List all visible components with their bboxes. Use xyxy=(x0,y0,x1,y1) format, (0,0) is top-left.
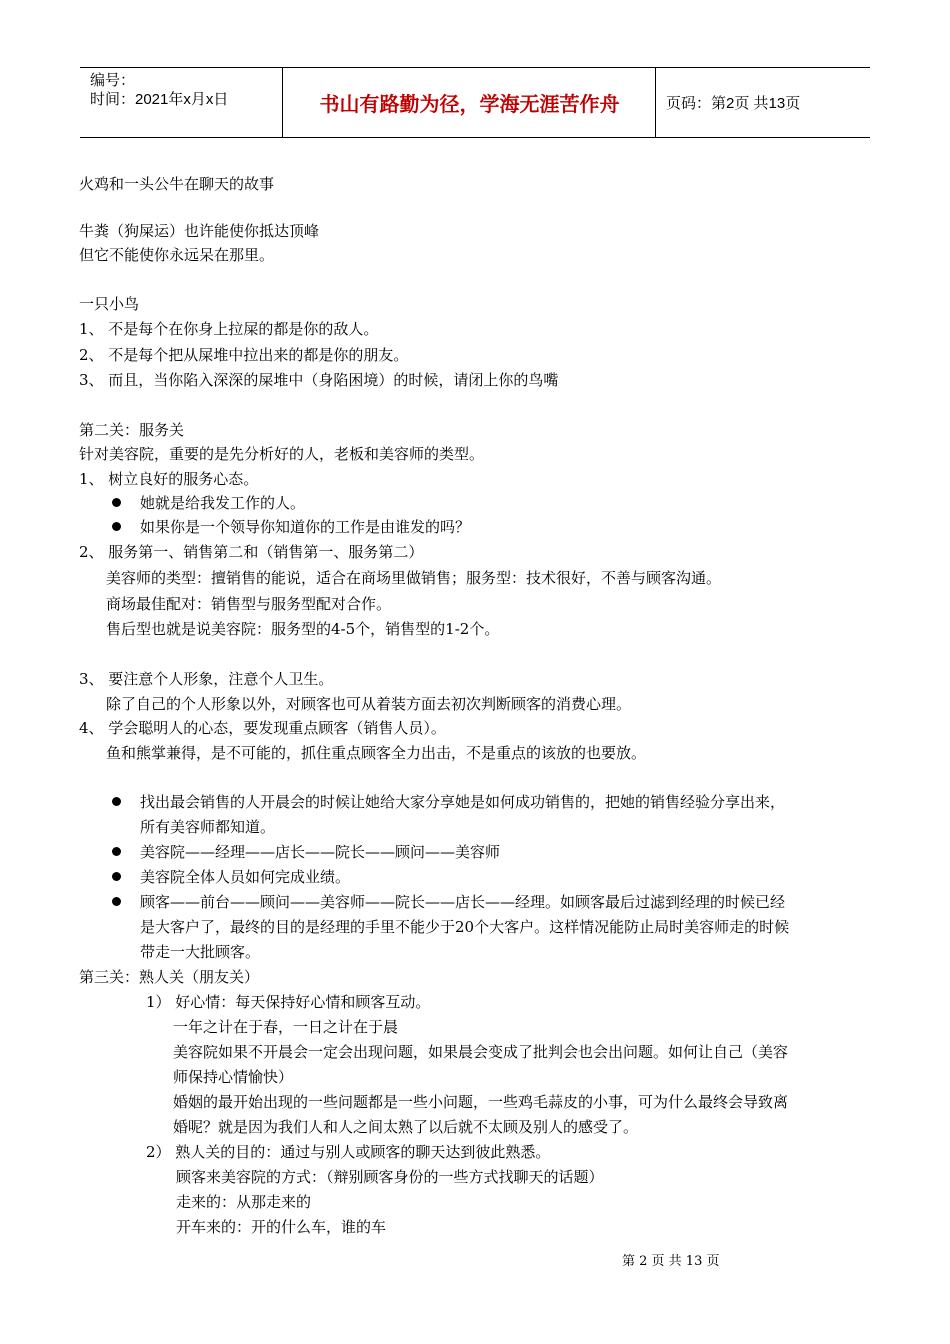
text-line: 婚姻的最开始出现的一些问题都是一些小问题，一些鸡毛蒜皮的小事，可为什么最终会导致离 xyxy=(173,1093,789,1111)
list-item: 4、 学会聪明人的心态，要发现重点顾客（销售人员）。 xyxy=(79,719,446,737)
text-line: 针对美容院，重要的是先分析好的人，老板和美容师的类型。 xyxy=(79,445,485,463)
text-line: 婚呢？就是因为我们人和人之间太熟了以后就不太顾及别人的感受了。 xyxy=(173,1118,639,1136)
text-line: 商场最佳配对：销售型与服务型配对合作。 xyxy=(106,595,392,613)
header-page-info: 页码：第2页 共13页 xyxy=(666,95,801,112)
bullet-icon xyxy=(112,847,121,856)
list-item: 3、 而且，当你陷入深深的屎堆中（身陷困境）的时候，请闭上你的鸟嘴 xyxy=(79,371,559,389)
section-heading: 第三关：熟人关（朋友关） xyxy=(79,968,260,986)
list-item: 2、 服务第一、销售第二和（销售第一、服务第二） xyxy=(79,543,424,561)
bullet-icon xyxy=(112,872,121,881)
text-line: 牛粪（狗屎运）也许能使你抵达顶峰 xyxy=(79,222,320,240)
text-line: 走来的：从那走来的 xyxy=(176,1193,312,1211)
bullet-icon xyxy=(112,797,121,806)
bullet-item: 如果你是一个领导你知道你的工作是由谁发的吗？ xyxy=(140,518,471,536)
list-item: 2、 不是每个把从屎堆中拉出来的都是你的朋友。 xyxy=(79,346,409,364)
bullet-item: 找出最会销售的人开晨会的时候让她给大家分享她是如何成功销售的，把她的销售经验分享出来， xyxy=(140,793,786,811)
bullet-item: 顾客——前台——顾问——美容师——院长——店长——经理。如顾客最后过滤到经理的时候已经 xyxy=(140,893,786,911)
text-line: 售后型也就是说美容院：服务型的4-5个，销售型的1-2个。 xyxy=(106,620,500,638)
section-heading: 第二关：服务关 xyxy=(79,421,185,439)
text-line: 美容院如果不开晨会一定会出现问题，如果晨会变成了批判会也会出问题。如何让自己（美容 xyxy=(173,1043,789,1061)
time-label: 时间：2021年x月x日 xyxy=(90,91,229,108)
story-title: 火鸡和一头公牛在聊天的故事 xyxy=(79,175,275,193)
bullet-item-cont: 所有美容师都知道。 xyxy=(140,818,276,836)
bullet-item-cont: 带走一大批顾客。 xyxy=(140,943,261,961)
bullet-item: 美容院全体人员如何完成业绩。 xyxy=(140,868,351,886)
header-meta xyxy=(80,68,283,137)
text-line: 师保持心情愉快） xyxy=(173,1068,294,1086)
number-label: 编号： xyxy=(90,72,136,89)
bullet-icon xyxy=(112,498,121,507)
text-line: 一年之计在于春，一日之计在于晨 xyxy=(173,1018,399,1036)
text-line: 鱼和熊掌兼得，是不可能的，抓住重点顾客全力出击，不是重点的该放的也要放。 xyxy=(106,744,647,762)
page-header xyxy=(80,67,870,138)
list-item: 2） 熟人关的目的：通过与别人或顾客的聊天达到彼此熟悉。 xyxy=(146,1143,551,1161)
bullet-item: 她就是给我发工作的人。 xyxy=(140,494,306,512)
bullet-icon xyxy=(112,522,121,531)
text-line: 一只小鸟 xyxy=(79,295,140,313)
text-line: 除了自己的个人形象以外，对顾客也可从着装方面去初次判断顾客的消费心理。 xyxy=(106,695,632,713)
page-footer: 第 2 页 共 13 页 xyxy=(622,1254,720,1269)
list-item: 3、 要注意个人形象，注意个人卫生。 xyxy=(79,670,334,688)
text-line: 美容师的类型：擅销售的能说，适合在商场里做销售；服务型：技术很好，不善与顾客沟通。 xyxy=(106,569,722,587)
list-item: 1、 不是每个在你身上拉屎的都是你的敌人。 xyxy=(79,320,379,338)
bullet-item: 美容院——经理——店长——院长——顾问——美容师 xyxy=(140,843,501,861)
header-motto: 书山有路勤为径，学海无涯苦作舟 xyxy=(284,68,656,137)
text-line: 但它不能使你永远呆在那里。 xyxy=(79,246,275,264)
bullet-icon xyxy=(112,897,121,906)
bullet-item-cont: 是大客户了，最终的目的是经理的手里不能少于20个大客户。这样情况能防止局时美容师走的时候 xyxy=(140,918,790,936)
text-line: 顾客来美容院的方式：（辩别顾客身份的一些方式找聊天的话题） xyxy=(176,1168,604,1186)
list-item: 1） 好心情：每天保持好心情和顾客互动。 xyxy=(146,993,431,1011)
text-line: 开车来的：开的什么车，谁的车 xyxy=(176,1218,387,1236)
list-item: 1、 树立良好的服务心态。 xyxy=(79,470,259,488)
